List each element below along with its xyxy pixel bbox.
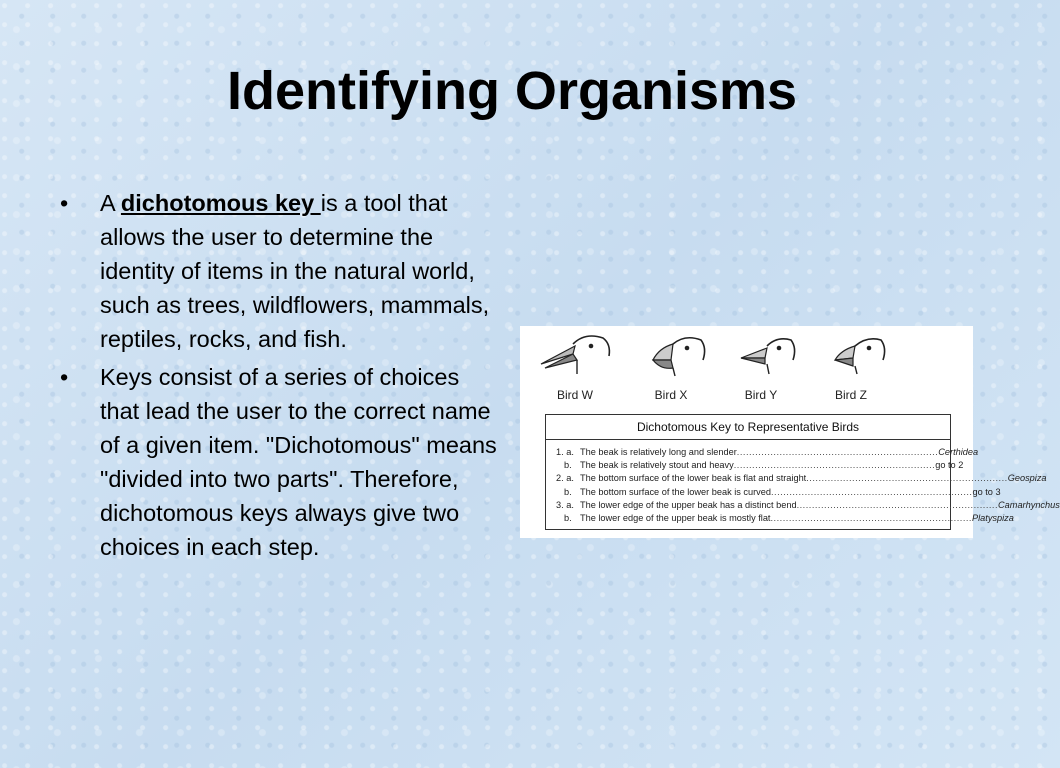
key-choice-text: The lower edge of the upper beak has a distinct bend bbox=[580, 499, 797, 510]
key-leader-dots: .................................................................. bbox=[770, 513, 972, 524]
key-choice-text: The bottom surface of the lower beak is curved bbox=[580, 486, 771, 497]
bullet-text: Keys consist of a series of choices that lead the user to the correct name of a given item. "Dichotomous" means "divided into two parts". Therefore, dichotomous keys always give two choices in each step. bbox=[100, 364, 497, 560]
key-leader-dots: .................................................................. bbox=[733, 460, 936, 471]
key-result: Camarhynchus bbox=[998, 499, 1060, 510]
bird-y-head-icon bbox=[721, 330, 801, 386]
key-table bbox=[545, 414, 1060, 530]
bullet-text: is a tool that allows the user to determine the identity of items in the natural world, such as trees, wildflowers, mammals, reptiles, rocks, and fish. bbox=[100, 190, 490, 352]
bird-y bbox=[716, 330, 806, 410]
key-rows bbox=[546, 440, 1060, 525]
key-row bbox=[556, 512, 1014, 525]
bird-w bbox=[530, 330, 620, 410]
dichotomous-key-figure bbox=[520, 326, 1060, 538]
key-result: Platyspiza bbox=[971, 513, 1014, 524]
bullet-item-explanation bbox=[58, 360, 498, 564]
bird-label: Bird W bbox=[557, 388, 593, 402]
slide-title: Identifying Organisms bbox=[226, 61, 798, 121]
bullet-item-definition bbox=[58, 186, 498, 356]
key-step-number: 3. a. bbox=[556, 499, 574, 510]
key-title: Dichotomous Key to Representative Birds bbox=[546, 415, 950, 440]
key-step-number: b. bbox=[564, 486, 572, 497]
bird-label: Bird Z bbox=[834, 388, 867, 402]
key-result: go to 3 bbox=[972, 486, 1001, 497]
bird-w-head-icon bbox=[535, 330, 615, 386]
key-result: Geospiza bbox=[1007, 473, 1047, 484]
bullet-prefix: A bbox=[100, 190, 121, 216]
bird-z bbox=[806, 330, 896, 410]
key-step-number: b. bbox=[564, 460, 572, 471]
bird-x bbox=[626, 330, 716, 410]
bullet-marker: • bbox=[60, 364, 69, 390]
key-choice-text: The beak is relatively long and slender bbox=[580, 447, 737, 457]
key-row bbox=[556, 499, 1060, 512]
key-row bbox=[556, 459, 964, 472]
keyword-dichotomous-key: dichotomous key bbox=[120, 190, 321, 216]
key-choice-text: The bottom surface of the lower beak is flat and straight bbox=[580, 473, 807, 484]
key-choice-text: The lower edge of the upper beak is mostly flat bbox=[580, 513, 771, 524]
key-row bbox=[556, 486, 1001, 499]
key-leader-dots: .................................................................. bbox=[796, 499, 999, 510]
key-step-number: 2. a. bbox=[556, 473, 574, 484]
key-leader-dots: .................................................................. bbox=[771, 486, 973, 497]
key-leader-dots: .................................................................. bbox=[806, 473, 1008, 484]
key-result: Certhidea bbox=[938, 447, 979, 457]
key-choice-text: The beak is relatively stout and heavy bbox=[580, 460, 734, 471]
key-step-number: b. bbox=[564, 513, 572, 524]
bird-x-head-icon bbox=[631, 330, 711, 386]
bird-label: Bird X bbox=[654, 388, 688, 402]
key-result: go to 2 bbox=[935, 460, 964, 471]
bird-label: Bird Y bbox=[744, 388, 778, 402]
bullet-marker: • bbox=[60, 190, 69, 216]
key-step-number: 1. a. bbox=[556, 447, 574, 457]
key-row bbox=[556, 446, 979, 459]
key-row bbox=[556, 472, 1047, 485]
key-leader-dots: .................................................................. bbox=[736, 447, 939, 457]
bullet-list bbox=[58, 186, 498, 568]
bird-z-head-icon bbox=[811, 330, 891, 386]
